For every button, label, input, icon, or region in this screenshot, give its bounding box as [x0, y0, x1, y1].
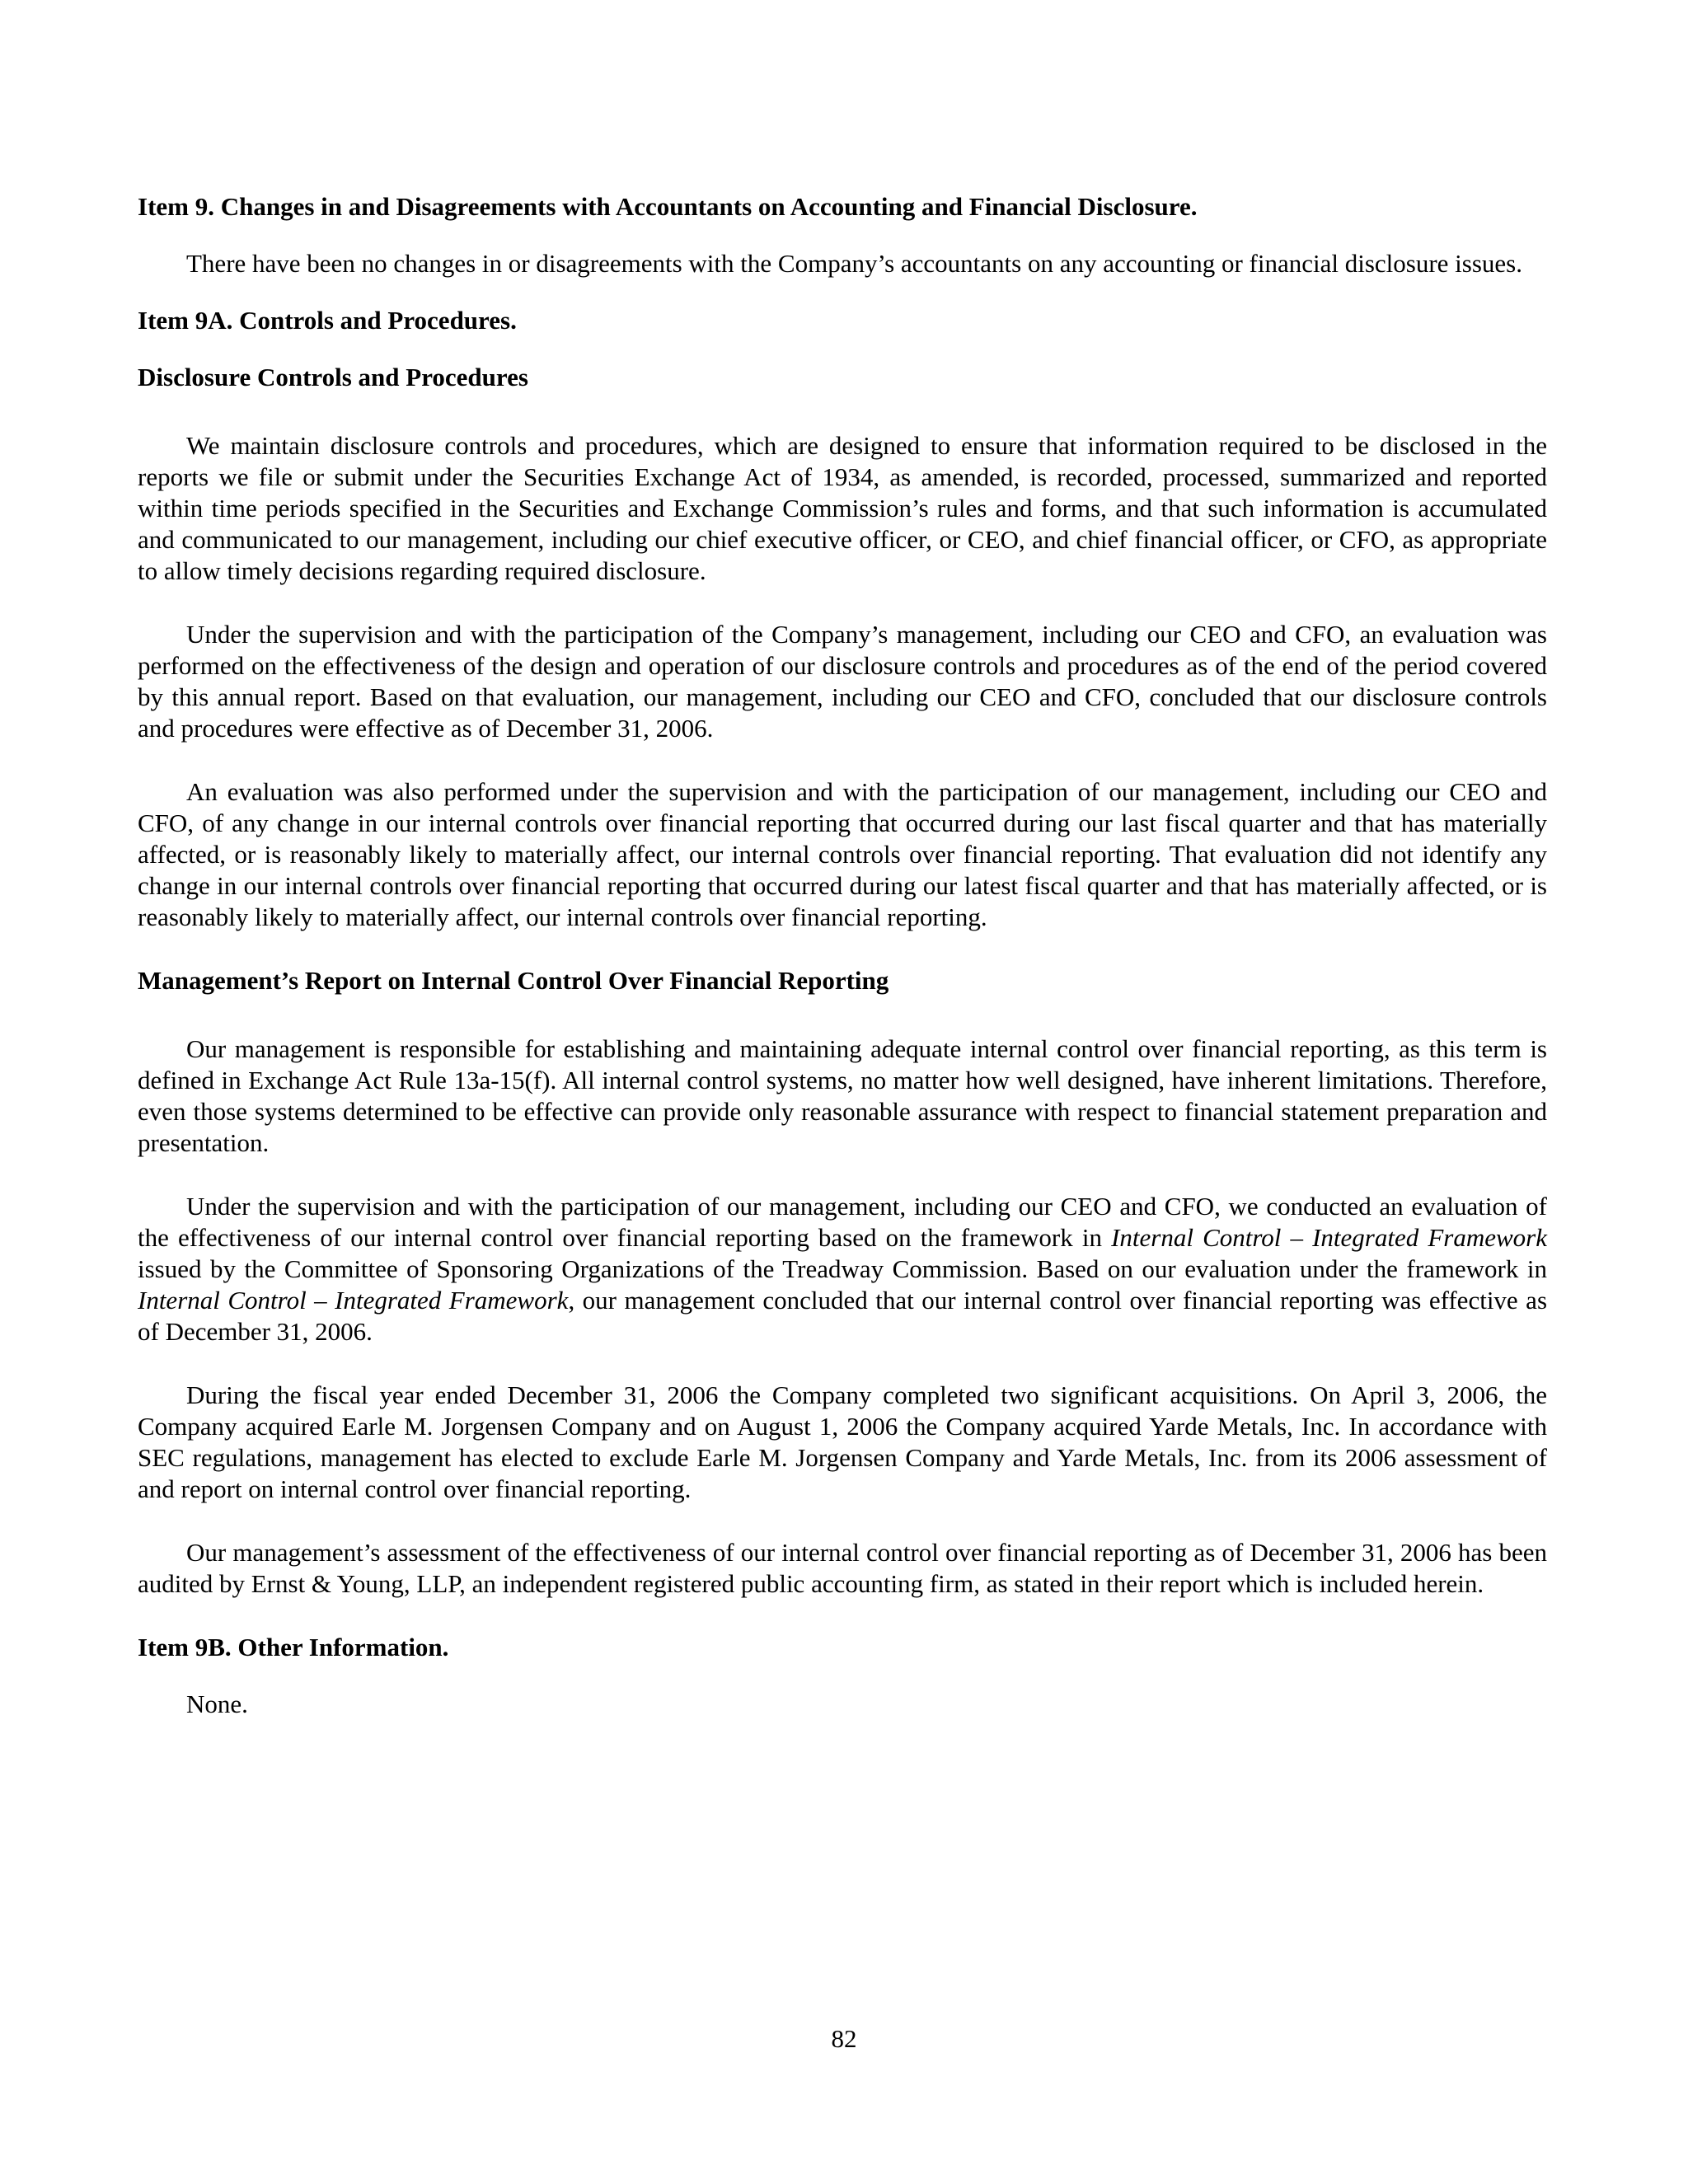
- item-9-paragraph: There have been no changes in or disagreements with the Company’s accountants on any accounting or financial disclosure issues.: [186, 249, 1522, 278]
- page-number: 82: [831, 2024, 857, 2053]
- framework-title: Internal Control – Integrated Framework: [1111, 1223, 1548, 1252]
- framework-title: Internal Control – Integrated Framework: [138, 1286, 569, 1315]
- management-report-paragraph-4: Our management’s assessment of the effectiveness of our internal control over financial reporting as of December 31, 2006 has been audited by Ernst & Young, LLP, an independent registered public accounting firm, as stated in their report which is included herein.: [138, 1538, 1547, 1598]
- disclosure-controls-paragraph-1: We maintain disclosure controls and procedures, which are designed to ensure that information required to be disclosed in the reports we file or submit under the Securities Exchange Act of 1934, as amended, is recorded, processed, summarized and reported within time periods specified in the Securities and Exchange Commission’s rules and forms, and that such information is accumulated and communicated to our management, including our chief executive officer, or CEO, and chief financial officer, or CFO, as appropriate to allow timely decisions regarding required disclosure.: [138, 431, 1547, 585]
- disclosure-controls-paragraph-2: Under the supervision and with the participation of the Company’s management, including our CEO and CFO, an evaluation was performed on the effectiveness of the design and operation of our disclosure controls and procedures as of the end of the period covered by this annual report. Based on that evaluation, our management, including our CEO and CFO, concluded that our disclosure controls and procedures were effective as of December 31, 2006.: [138, 620, 1547, 743]
- paragraph-text: , our management concluded that our internal control over financial reporting was effective as of December 31, 2006.: [138, 1286, 1548, 1346]
- management-report-heading: Management’s Report on Internal Control Over Financial Reporting: [138, 966, 889, 995]
- item-9b-paragraph: None.: [186, 1690, 248, 1718]
- management-report-paragraph-3: During the fiscal year ended December 31, 2006 the Company completed two significant acquisitions. On April 3, 2006, the Company acquired Earle M. Jorgensen Company and on August 1, 2006 the Company acquired Yarde Metals, Inc. In accordance with SEC regulations, management has elected to exclude Earle M. Jorgensen Company and Yarde Metals, Inc. from its 2006 assessment of and report on internal control over financial reporting.: [138, 1380, 1547, 1503]
- item-9-heading: Item 9. Changes in and Disagreements with Accountants on Accounting and Financial Disclosure.: [138, 192, 1198, 221]
- document-page: [138, 191, 1547, 1720]
- paragraph-text: issued by the Committee of Sponsoring Organizations of the Treadway Commission. Based on our evaluation under the framework in: [138, 1254, 1547, 1283]
- paragraph-text: Under the supervision and with the participation of our management, including our CEO and CFO, we conducted an evaluation of the effectiveness of our internal control over financial reporting based on the framework in: [138, 1192, 1547, 1252]
- disclosure-controls-heading: Disclosure Controls and Procedures: [138, 363, 528, 391]
- disclosure-controls-paragraph-3: An evaluation was also performed under the supervision and with the participation of our management, including our CEO and CFO, of any change in our internal controls over financial reporting that occurred during our last fiscal quarter and that has materially affected, or is reasonably likely to materially affect, our internal controls over financial reporting. That evaluation did not identify any change in our internal controls over financial reporting that occurred during our latest fiscal quarter and that has materially affected, or is reasonably likely to materially affect, our internal controls over financial reporting.: [138, 777, 1547, 931]
- management-report-paragraph-1: Our management is responsible for establishing and maintaining adequate internal control over financial reporting, as this term is defined in Exchange Act Rule 13a-15(f). All internal control systems, no matter how well designed, have inherent limitations. Therefore, even those systems determined to be effective can provide only reasonable assurance with respect to financial statement preparation and presentation.: [138, 1034, 1547, 1157]
- management-report-paragraph-2: [138, 1191, 1547, 1347]
- item-9a-heading: Item 9A. Controls and Procedures.: [138, 306, 517, 335]
- item-9b-heading: Item 9B. Other Information.: [138, 1633, 449, 1661]
